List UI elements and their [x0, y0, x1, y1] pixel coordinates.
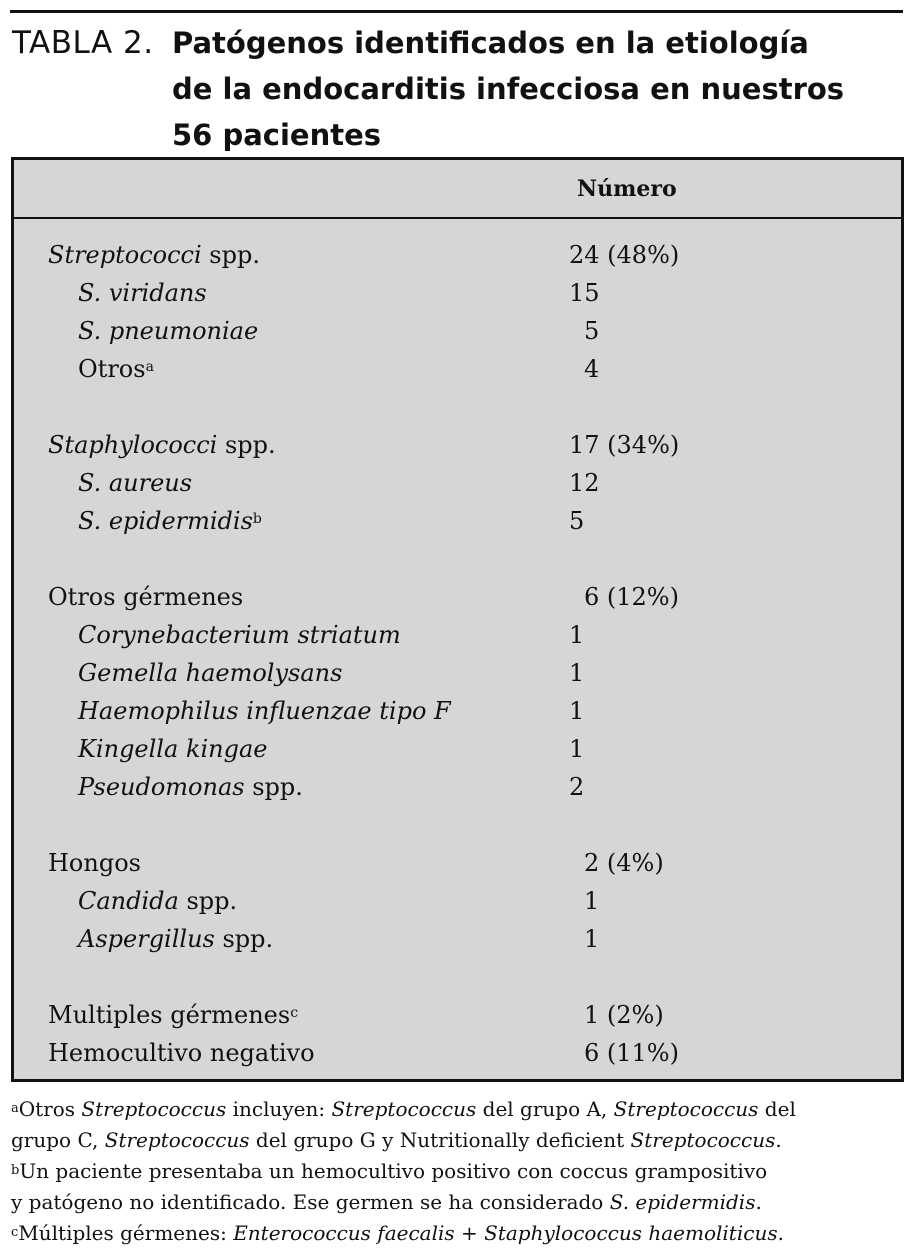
footnote-mark: b [252, 511, 262, 527]
table-row [14, 1034, 901, 1072]
table-row [14, 274, 901, 312]
row-label: Pseudomonas spp. [78, 773, 303, 801]
caption-title-line: de la endocarditis infecciosa en nuestros [172, 72, 845, 106]
table-row [14, 996, 901, 1034]
footnote-c: $^c$Múltiples gérmenes: Enterococcus faecalis + Staphylococcus haemoliticus. [11, 1221, 784, 1245]
row-value: 1 [569, 621, 585, 649]
table-row [14, 464, 901, 502]
caption-title-line: Patógenos identificados en la etiología [172, 26, 809, 60]
table-row [14, 502, 901, 540]
row-value: 5 [584, 317, 600, 345]
row-value: 5 [569, 507, 585, 535]
table-row [14, 768, 901, 806]
caption-title-line: 56 pacientes [172, 118, 382, 152]
table-row [14, 312, 901, 350]
row-value: 2 (4%) [584, 849, 664, 877]
table-header [14, 160, 901, 219]
table-row [14, 616, 901, 654]
row-label: Otros$^a$ [78, 355, 154, 383]
footnote-b-cont: y patógeno no identificado. Ese germen se ha considerado S. epidermidis. [11, 1190, 762, 1214]
row-label: S. pneumoniae [78, 317, 259, 345]
footnote-mark: a [145, 359, 154, 375]
row-label: Staphylococci spp. [48, 431, 276, 459]
row-value: 2 [569, 773, 585, 801]
caption-title [172, 20, 872, 158]
row-value: 12 [569, 469, 600, 497]
table-row [14, 844, 901, 882]
top-rule [10, 10, 903, 13]
row-value: 1 [584, 887, 600, 915]
row-value: 1 [569, 659, 585, 687]
table-row [14, 654, 901, 692]
pathogen-table [11, 157, 904, 1082]
row-value: 1 [569, 697, 585, 725]
row-value: 1 (2%) [584, 1001, 664, 1029]
row-value: 1 [584, 925, 600, 953]
row-label: Otros gérmenes [48, 583, 244, 611]
row-label: Haemophilus influenzae tipo F [78, 697, 451, 725]
row-label: S. viridans [78, 279, 207, 307]
row-label: Streptococci spp. [48, 241, 260, 269]
row-value: 6 (11%) [584, 1039, 679, 1067]
footnote-b: $^b$Un paciente presentaba un hemocultivo positivo con coccus grampositivo [11, 1159, 768, 1183]
row-label: Multiples gérmenes$^c$ [48, 1001, 299, 1029]
row-label: Hongos [48, 849, 141, 877]
table-row [14, 882, 901, 920]
caption-label: TABLA 2. [12, 25, 154, 61]
row-value: 15 [569, 279, 600, 307]
column-header-numero: Número [577, 176, 677, 202]
table-row [14, 920, 901, 958]
row-value: 24 (48%) [569, 241, 680, 269]
table-row [14, 236, 901, 274]
table-row [14, 350, 901, 388]
row-value: 6 (12%) [584, 583, 679, 611]
row-label: Hemocultivo negativo [48, 1039, 315, 1067]
footnote-mark: c [290, 1005, 299, 1021]
row-label: Corynebacterium striatum [78, 621, 401, 649]
row-label: S. aureus [78, 469, 193, 497]
table-row [14, 426, 901, 464]
table-row [14, 692, 901, 730]
row-value: 4 [584, 355, 600, 383]
row-label: Aspergillus spp. [78, 925, 274, 953]
table-row [14, 730, 901, 768]
row-label: Candida spp. [78, 887, 238, 915]
row-value: 1 [569, 735, 585, 763]
row-label: Kingella kingae [78, 735, 268, 763]
row-label: S. epidermidis$^b$ [78, 507, 262, 535]
footnote-a-cont: grupo C, Streptococcus del grupo G y Nutritionally deficient Streptococcus. [11, 1128, 782, 1152]
row-value: 17 (34%) [569, 431, 680, 459]
footnotes [11, 1094, 901, 1249]
table-row [14, 578, 901, 616]
footnote-a: $^a$Otros Streptococcus incluyen: Streptococcus del grupo A, Streptococcus del [11, 1097, 796, 1121]
row-label: Gemella haemolysans [78, 659, 343, 687]
